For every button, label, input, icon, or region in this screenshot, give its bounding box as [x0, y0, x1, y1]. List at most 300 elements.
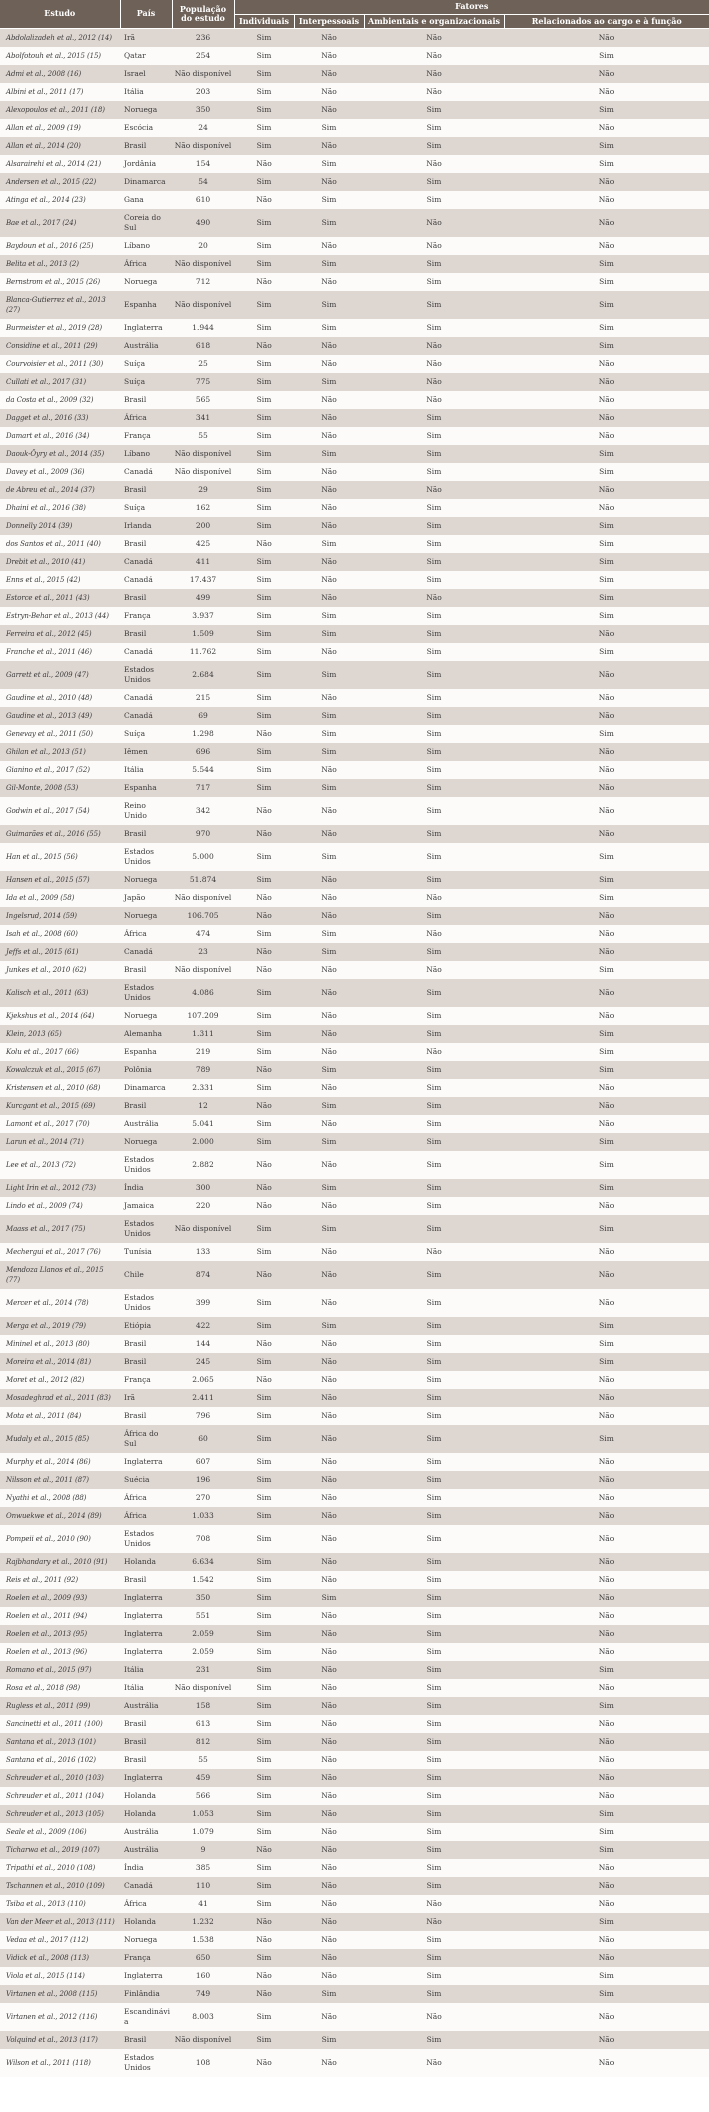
population-cell: 775 — [195, 377, 211, 387]
role-factor-cell: Não — [598, 765, 615, 775]
environmental-factor-cell: Sim — [426, 1935, 442, 1945]
population-cell: 422 — [195, 1321, 211, 1331]
study-cell: Admi et al., 2008 (16) — [6, 70, 82, 79]
individual-factor-cell: Sim — [256, 711, 272, 721]
environmental-factor-cell: Sim — [426, 521, 442, 531]
role-factor-cell: Sim — [599, 1321, 614, 1331]
population-cell: 2.882 — [192, 1160, 214, 1170]
study-cell: Ticharwa et al., 2019 (107) — [6, 1846, 100, 1855]
role-factor-cell: Não — [598, 693, 615, 703]
individual-factor-cell: Sim — [256, 105, 272, 115]
environmental-factor-cell: Sim — [426, 467, 442, 477]
study-cell: Ida et al., 2009 (58) — [6, 894, 75, 903]
environmental-factor-cell: Sim — [426, 575, 442, 585]
individual-factor-cell: Sim — [256, 1719, 272, 1729]
interpersonal-factor-cell: Não — [321, 806, 337, 816]
study-cell: Kowalczuk et al., 2015 (67) — [6, 1066, 101, 1075]
role-factor-cell: Não — [598, 1375, 615, 1385]
role-factor-cell: Não — [598, 87, 615, 97]
study-cell: Romano et al., 2015 (97) — [6, 1666, 92, 1675]
environmental-factor-cell: Não — [426, 87, 442, 97]
country-cell: Inglaterra — [124, 1773, 163, 1783]
individual-factor-cell: Sim — [256, 1575, 272, 1585]
population-cell: Não disponível — [174, 965, 232, 975]
country-cell: África — [124, 1511, 147, 1521]
population-cell: 970 — [195, 829, 211, 839]
population-cell: 25 — [198, 359, 208, 369]
environmental-factor-cell: Sim — [426, 1434, 442, 1444]
environmental-factor-cell: Sim — [426, 1665, 442, 1675]
table-row — [0, 707, 709, 725]
environmental-factor-cell: Sim — [426, 1737, 442, 1747]
role-factor-cell: Não — [598, 1083, 615, 1093]
table-row — [0, 137, 709, 155]
environmental-factor-cell: Sim — [426, 195, 442, 205]
table-row — [0, 1967, 709, 1985]
interpersonal-factor-cell: Não — [321, 875, 337, 885]
table-row — [0, 1097, 709, 1115]
role-factor-cell: Sim — [599, 1917, 614, 1927]
header-fatores: Fatores — [234, 0, 709, 14]
environmental-factor-cell: Sim — [426, 1629, 442, 1639]
interpersonal-factor-cell: Não — [321, 1845, 337, 1855]
study-cell: Moreira et al., 2014 (81) — [6, 1358, 92, 1367]
individual-factor-cell: Sim — [256, 852, 272, 862]
country-cell: Qatar — [124, 51, 146, 61]
population-cell: 1.232 — [192, 1917, 214, 1927]
population-cell: 650 — [195, 1953, 211, 1963]
population-cell: 490 — [195, 218, 211, 228]
country-cell: Estados Unidos — [124, 1219, 154, 1239]
interpersonal-factor-cell: Não — [321, 521, 337, 531]
population-cell: 54 — [198, 177, 208, 187]
country-cell: Estados Unidos — [124, 983, 154, 1003]
interpersonal-factor-cell: Não — [321, 1647, 337, 1657]
environmental-factor-cell: Não — [426, 341, 442, 351]
study-cell: Genevay et al., 2011 (50) — [6, 730, 93, 739]
interpersonal-factor-cell: Não — [321, 1683, 337, 1693]
individual-factor-cell: Sim — [256, 51, 272, 61]
population-cell: 24 — [198, 123, 208, 133]
table-row — [0, 1261, 709, 1289]
role-factor-cell: Não — [598, 1773, 615, 1783]
population-cell: 789 — [195, 1065, 211, 1075]
population-cell: 1.944 — [192, 323, 214, 333]
environmental-factor-cell: Sim — [426, 647, 442, 657]
population-cell: 203 — [195, 87, 211, 97]
interpersonal-factor-cell: Não — [321, 1629, 337, 1639]
population-cell: 2.059 — [192, 1647, 214, 1657]
environmental-factor-cell: Sim — [426, 1755, 442, 1765]
role-factor-cell: Sim — [599, 1137, 614, 1147]
individual-factor-cell: Sim — [256, 1809, 272, 1819]
interpersonal-factor-cell: Não — [321, 1737, 337, 1747]
environmental-factor-cell: Sim — [426, 1457, 442, 1467]
table-row — [0, 925, 709, 943]
study-cell: Davey et al., 2009 (36) — [6, 468, 85, 477]
table-row — [0, 337, 709, 355]
study-cell: Kurcgant et al., 2015 (69) — [6, 1102, 96, 1111]
role-factor-cell: Não — [598, 1298, 615, 1308]
individual-factor-cell: Sim — [256, 1475, 272, 1485]
environmental-factor-cell: Sim — [426, 1534, 442, 1544]
country-cell: Estados Unidos — [124, 665, 154, 685]
role-factor-cell: Não — [598, 1899, 615, 1909]
role-factor-cell: Não — [598, 1411, 615, 1421]
interpersonal-factor-cell: Sim — [321, 729, 337, 739]
population-cell: 144 — [195, 1339, 211, 1349]
individual-factor-cell: Sim — [256, 503, 272, 513]
table-row — [0, 961, 709, 979]
interpersonal-factor-cell: Não — [321, 413, 337, 423]
environmental-factor-cell: Sim — [426, 1270, 442, 1280]
country-cell: Noruega — [124, 1011, 158, 1021]
country-cell: Inglaterra — [124, 1611, 163, 1621]
individual-factor-cell: Sim — [256, 33, 272, 43]
individual-factor-cell: Não — [256, 1971, 272, 1981]
study-cell: Enns et al., 2015 (42) — [6, 576, 81, 585]
country-cell: Brasil — [124, 2035, 147, 2045]
environmental-factor-cell: Sim — [426, 1683, 442, 1693]
study-cell: Mota et al., 2011 (84) — [6, 1412, 82, 1421]
environmental-factor-cell: Sim — [426, 1557, 442, 1567]
table-row — [0, 1949, 709, 1967]
environmental-factor-cell: Sim — [426, 1611, 442, 1621]
study-cell: Reis et al., 2011 (92) — [6, 1576, 78, 1585]
country-cell: Canadá — [124, 947, 153, 957]
role-factor-cell: Não — [598, 69, 615, 79]
interpersonal-factor-cell: Não — [321, 965, 337, 975]
role-factor-cell: Não — [598, 1575, 615, 1585]
environmental-factor-cell: Sim — [426, 277, 442, 287]
study-cell: Mercer et al., 2014 (78) — [6, 1299, 89, 1308]
environmental-factor-cell: Sim — [426, 1989, 442, 1999]
role-factor-cell: Não — [598, 629, 615, 639]
country-cell: Austrália — [124, 1119, 159, 1129]
country-cell: Canadá — [124, 711, 153, 721]
environmental-factor-cell: Sim — [426, 1511, 442, 1521]
environmental-factor-cell: Sim — [426, 177, 442, 187]
country-cell: Jordânia — [124, 159, 157, 169]
role-factor-cell: Sim — [599, 277, 614, 287]
study-cell: Courvoisier et al., 2011 (30) — [6, 360, 104, 369]
environmental-factor-cell: Sim — [426, 1375, 442, 1385]
individual-factor-cell: Não — [256, 1160, 272, 1170]
population-cell: 3.937 — [192, 611, 214, 621]
country-cell: África — [124, 259, 147, 269]
environmental-factor-cell: Sim — [426, 670, 442, 680]
individual-factor-cell: Sim — [256, 87, 272, 97]
population-cell: Não disponível — [174, 141, 232, 151]
country-cell: Suíça — [124, 377, 146, 387]
country-cell: Suíça — [124, 503, 146, 513]
study-cell: Santana et al., 2016 (102) — [6, 1756, 96, 1765]
table-row — [0, 209, 709, 237]
study-cell: Belita et al., 2013 (2) — [6, 260, 79, 269]
environmental-factor-cell: Sim — [426, 1029, 442, 1039]
table-row — [0, 319, 709, 337]
country-cell: Escócia — [124, 123, 154, 133]
individual-factor-cell: Sim — [256, 1863, 272, 1873]
environmental-factor-cell: Sim — [426, 1201, 442, 1211]
population-cell: 11.762 — [189, 647, 217, 657]
population-cell: 613 — [195, 1719, 211, 1729]
country-cell: Estados Unidos — [124, 1155, 154, 1175]
study-cell: dos Santos et al., 2011 (40) — [6, 540, 101, 549]
population-cell: 236 — [195, 33, 211, 43]
interpersonal-factor-cell: Sim — [321, 929, 337, 939]
individual-factor-cell: Sim — [256, 1629, 272, 1639]
environmental-factor-cell: Sim — [426, 539, 442, 549]
interpersonal-factor-cell: Não — [321, 1475, 337, 1485]
individual-factor-cell: Sim — [256, 449, 272, 459]
role-factor-cell: Não — [598, 929, 615, 939]
country-cell: Líbano — [124, 241, 150, 251]
environmental-factor-cell: Sim — [426, 806, 442, 816]
environmental-factor-cell: Sim — [426, 557, 442, 567]
individual-factor-cell: Sim — [256, 431, 272, 441]
role-factor-cell: Não — [598, 1629, 615, 1639]
role-factor-cell: Não — [598, 1247, 615, 1257]
population-cell: 565 — [195, 395, 211, 405]
environmental-factor-cell: Sim — [426, 747, 442, 757]
individual-factor-cell: Não — [256, 1065, 272, 1075]
interpersonal-factor-cell: Não — [321, 693, 337, 703]
individual-factor-cell: Sim — [256, 1773, 272, 1783]
individual-factor-cell: Não — [256, 806, 272, 816]
country-cell: Estados Unidos — [124, 847, 154, 867]
environmental-factor-cell: Sim — [426, 1845, 442, 1855]
country-cell: França — [124, 1953, 151, 1963]
interpersonal-factor-cell: Não — [321, 69, 337, 79]
individual-factor-cell: Sim — [256, 1083, 272, 1093]
interpersonal-factor-cell: Não — [321, 1719, 337, 1729]
study-cell: Mendoza Llanos et al., 2015 (77) — [6, 1266, 104, 1285]
interpersonal-factor-cell: Não — [321, 1935, 337, 1945]
role-factor-cell: Sim — [599, 729, 614, 739]
individual-factor-cell: Não — [256, 1339, 272, 1349]
individual-factor-cell: Sim — [256, 1791, 272, 1801]
environmental-factor-cell: Não — [426, 241, 442, 251]
interpersonal-factor-cell: Não — [321, 87, 337, 97]
individual-factor-cell: Sim — [256, 1321, 272, 1331]
interpersonal-factor-cell: Sim — [321, 539, 337, 549]
table-row — [0, 1841, 709, 1859]
study-cell: de Abreu et al., 2014 (37) — [6, 486, 95, 495]
country-cell: Noruega — [124, 1137, 158, 1147]
table-row — [0, 1197, 709, 1215]
role-factor-cell: Não — [598, 783, 615, 793]
table-row — [0, 1553, 709, 1571]
population-cell: 618 — [195, 341, 211, 351]
table-row — [0, 589, 709, 607]
country-cell: Canadá — [124, 647, 153, 657]
table-row — [0, 535, 709, 553]
role-factor-cell: Não — [598, 711, 615, 721]
environmental-factor-cell: Sim — [426, 1137, 442, 1147]
study-cell: Abdolalizadeh et al., 2012 (14) — [6, 34, 112, 43]
country-cell: Noruega — [124, 875, 158, 885]
study-cell: Godwin et al., 2017 (54) — [6, 807, 90, 816]
environmental-factor-cell: Sim — [426, 1593, 442, 1603]
interpersonal-factor-cell: Sim — [321, 1321, 337, 1331]
role-factor-cell: Sim — [599, 141, 614, 151]
country-cell: Canadá — [124, 467, 153, 477]
table-row — [0, 1625, 709, 1643]
role-factor-cell: Sim — [599, 1160, 614, 1170]
study-cell: Klein, 2013 (65) — [6, 1030, 62, 1039]
table-row — [0, 1787, 709, 1805]
role-factor-cell: Sim — [599, 539, 614, 549]
environmental-factor-cell: Sim — [426, 431, 442, 441]
table-row — [0, 101, 709, 119]
table-row — [0, 373, 709, 391]
individual-factor-cell: Sim — [256, 2012, 272, 2022]
table-row — [0, 1661, 709, 1679]
country-cell: Austrália — [124, 1701, 159, 1711]
population-cell: 1.033 — [192, 1511, 214, 1521]
study-cell: Lindo et al., 2009 (74) — [6, 1202, 83, 1211]
population-cell: 154 — [195, 159, 211, 169]
individual-factor-cell: Sim — [256, 1247, 272, 1257]
population-cell: 350 — [195, 105, 211, 115]
role-factor-cell: Não — [598, 947, 615, 957]
interpersonal-factor-cell: Não — [321, 911, 337, 921]
study-cell: Baydoun et al., 2016 (25) — [6, 242, 94, 251]
population-cell: 2.684 — [192, 670, 214, 680]
individual-factor-cell: Sim — [256, 1411, 272, 1421]
study-cell: Lamont et al., 2017 (70) — [6, 1120, 90, 1129]
individual-factor-cell: Sim — [256, 1493, 272, 1503]
role-factor-cell: Não — [598, 988, 615, 998]
individual-factor-cell: Sim — [256, 1557, 272, 1567]
study-cell: Hansen et al., 2015 (57) — [6, 876, 90, 885]
individual-factor-cell: Não — [256, 341, 272, 351]
country-cell: Reino Unido — [124, 801, 147, 821]
individual-factor-cell: Não — [256, 1935, 272, 1945]
table-row — [0, 1769, 709, 1787]
individual-factor-cell: Sim — [256, 670, 272, 680]
study-cell: Junkes et al., 2010 (62) — [6, 966, 87, 975]
study-cell: Gaudine et al., 2013 (49) — [6, 712, 93, 721]
population-cell: 219 — [195, 1047, 211, 1057]
environmental-factor-cell: Sim — [426, 1701, 442, 1711]
interpersonal-factor-cell: Não — [321, 1393, 337, 1403]
interpersonal-factor-cell: Não — [321, 1557, 337, 1567]
study-cell: Guimarães et al., 2016 (55) — [6, 830, 101, 839]
population-cell: 5.041 — [192, 1119, 214, 1129]
interpersonal-factor-cell: Não — [321, 277, 337, 287]
header-populacao: População do estudo — [172, 0, 234, 29]
population-cell: 106.705 — [187, 911, 219, 921]
role-factor-cell: Sim — [599, 1339, 614, 1349]
table-row — [0, 499, 709, 517]
country-cell: Itália — [124, 87, 144, 97]
individual-factor-cell: Sim — [256, 141, 272, 151]
population-cell: 1.311 — [192, 1029, 214, 1039]
role-factor-cell: Não — [598, 1719, 615, 1729]
individual-factor-cell: Não — [256, 1270, 272, 1280]
population-cell: 2.065 — [192, 1375, 214, 1385]
environmental-factor-cell: Não — [426, 893, 442, 903]
individual-factor-cell: Não — [256, 195, 272, 205]
interpersonal-factor-cell: Sim — [321, 2035, 337, 2045]
population-cell: 607 — [195, 1457, 211, 1467]
country-cell: Tunísia — [124, 1247, 152, 1257]
individual-factor-cell: Sim — [256, 1827, 272, 1837]
study-cell: Franche et al., 2011 (46) — [6, 648, 92, 657]
population-cell: 17.437 — [189, 575, 217, 585]
population-cell: 162 — [195, 503, 211, 513]
role-factor-cell: Não — [598, 1557, 615, 1567]
country-cell: Holanda — [124, 1557, 157, 1567]
study-cell: Drebit et al., 2010 (41) — [6, 558, 86, 567]
country-cell: Inglaterra — [124, 1629, 163, 1639]
interpersonal-factor-cell: Não — [321, 1270, 337, 1280]
interpersonal-factor-cell: Não — [321, 503, 337, 513]
interpersonal-factor-cell: Sim — [321, 323, 337, 333]
interpersonal-factor-cell: Sim — [321, 449, 337, 459]
study-cell: Pompeii et al., 2010 (90) — [6, 1535, 91, 1544]
table-row — [0, 481, 709, 499]
individual-factor-cell: Sim — [256, 1298, 272, 1308]
country-cell: Líbano — [124, 449, 150, 459]
role-factor-cell: Não — [598, 195, 615, 205]
interpersonal-factor-cell: Sim — [321, 123, 337, 133]
environmental-factor-cell: Não — [426, 159, 442, 169]
individual-factor-cell: Sim — [256, 1755, 272, 1765]
role-factor-cell: Não — [598, 1534, 615, 1544]
role-factor-cell: Não — [598, 1119, 615, 1129]
study-cell: Cullati et al., 2017 (31) — [6, 378, 86, 387]
population-cell: Não disponível — [174, 1224, 232, 1234]
table-row — [0, 1043, 709, 1061]
population-cell: 474 — [195, 929, 211, 939]
environmental-factor-cell: Sim — [426, 1575, 442, 1585]
table-row — [0, 1607, 709, 1625]
role-factor-cell: Não — [598, 806, 615, 816]
population-cell: 215 — [195, 693, 211, 703]
role-factor-cell: Sim — [599, 1357, 614, 1367]
interpersonal-factor-cell: Sim — [321, 1065, 337, 1075]
country-cell: Suíça — [124, 729, 146, 739]
individual-factor-cell: Sim — [256, 1683, 272, 1693]
individual-factor-cell: Sim — [256, 395, 272, 405]
table-row — [0, 1877, 709, 1895]
country-cell: Alemanha — [124, 1029, 162, 1039]
interpersonal-factor-cell: Não — [321, 1881, 337, 1891]
individual-factor-cell: Sim — [256, 413, 272, 423]
role-factor-cell: Sim — [599, 449, 614, 459]
role-factor-cell: Não — [598, 2035, 615, 2045]
country-cell: Noruega — [124, 277, 158, 287]
study-cell: Rugless et al., 2011 (99) — [6, 1702, 91, 1711]
header-relacionados: Relacionados ao cargo e à função — [504, 14, 709, 29]
individual-factor-cell: Sim — [256, 300, 272, 310]
environmental-factor-cell: Não — [426, 1047, 442, 1057]
individual-factor-cell: Sim — [256, 177, 272, 187]
country-cell: Holanda — [124, 1917, 157, 1927]
country-cell: Brasil — [124, 1101, 147, 1111]
study-cell: Allan et al., 2014 (20) — [6, 142, 81, 151]
table-row — [0, 1079, 709, 1097]
country-cell: África — [124, 1899, 147, 1909]
country-cell: Estados Unidos — [124, 2053, 154, 2073]
study-cell: Rosa et al., 2018 (98) — [6, 1684, 80, 1693]
environmental-factor-cell: Sim — [426, 1119, 442, 1129]
population-cell: 796 — [195, 1411, 211, 1421]
table-row — [0, 1805, 709, 1823]
